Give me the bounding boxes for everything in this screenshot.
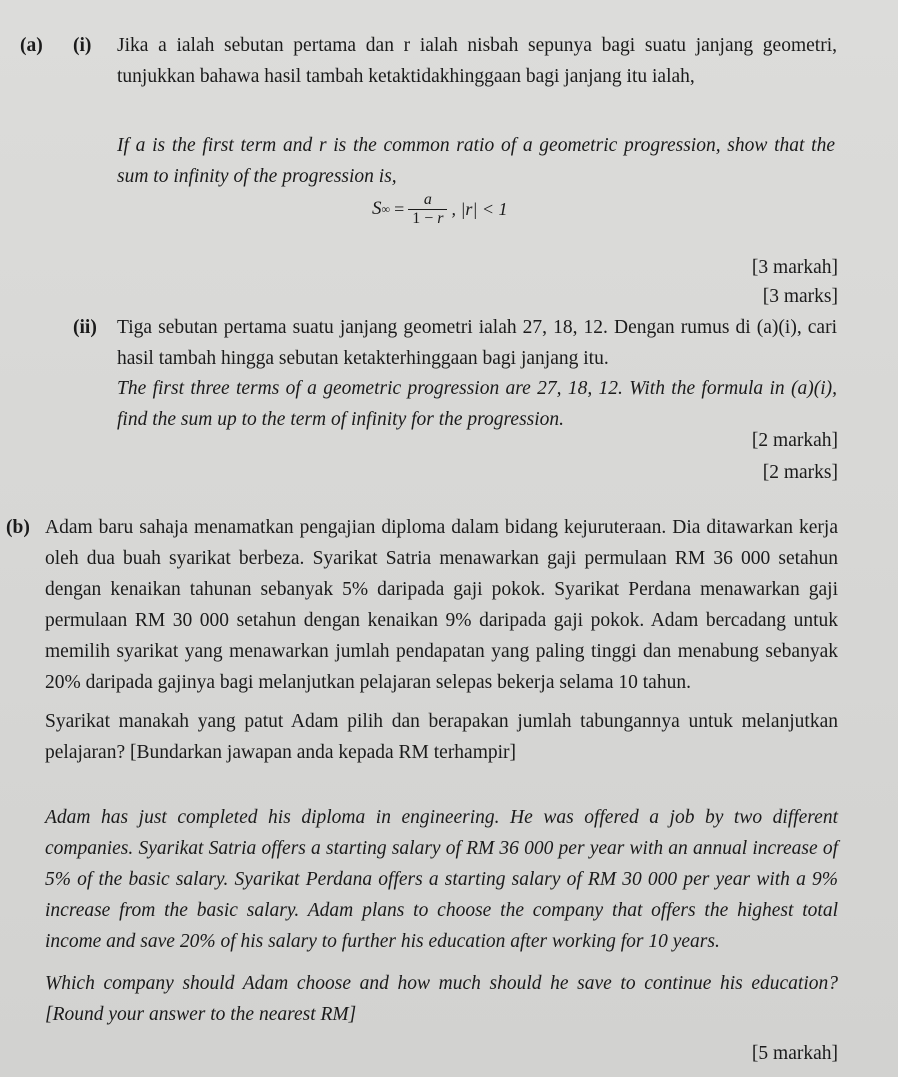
formula-denominator-prefix: 1 − xyxy=(412,209,438,227)
part-b-english-question: Which company should Adam choose and how much should he save to continue his education? [Round your answer to the nearest RM] xyxy=(45,973,838,1025)
formula-denominator xyxy=(408,209,447,228)
part-a-ii-english-text: The first three terms of a geometric progression are 27, 18, 12. With the formula in (a)(i), find the sum up to the term of infinity for the progression. xyxy=(117,378,837,430)
part-a-i-marks-malay: [3 markah] xyxy=(751,257,838,278)
part-a-ii-marks-english: [2 marks] xyxy=(762,462,838,483)
part-a-ii-marks-malay: [2 markah] xyxy=(751,430,838,451)
part-a-label: (a) xyxy=(20,35,43,56)
part-b-malay-question: Syarikat manakah yang patut Adam pilih dan berapakan jumlah tabungannya untuk melanjutkan pelajaran? [Bundarkan jawapan anda kepada RM terhampir] xyxy=(45,711,838,763)
formula-fraction xyxy=(408,191,447,228)
formula-numerator: a xyxy=(423,190,432,208)
part-a-ii-malay-text: Tiga sebutan pertama suatu janjang geometri ialah 27, 18, 12. Dengan rumus di (a)(i), cari hasil tambah hingga sebutan ketakterhinggaan bagi janjang itu. xyxy=(117,317,837,369)
formula-condition: , |r| < 1 xyxy=(451,198,508,219)
part-a-i-marks-english: [3 marks] xyxy=(762,286,838,307)
part-a-i-english-text: If a is the first term and r is the common ratio of a geometric progression, show that the sum to infinity of the progression is, xyxy=(117,135,835,187)
part-b-label: (b) xyxy=(6,517,30,538)
formula-lhs: S xyxy=(372,198,382,219)
part-b-malay-text: Adam baru sahaja menamatkan pengajian diploma dalam bidang kejuruteraan. Dia ditawarkan kerja oleh dua buah syarikat berbeza. Syarikat Satria menawarkan gaji permulaan RM 36 000 setahun dengan kenaikan tahunan sebanyak 5% daripada gaji pokok. Syarikat Perdana menawarkan gaji permulaan RM 30 000 setahun dengan kenaikan 9% daripada gaji pokok. Adam bercadang untuk memilih syarikat yang menawarkan jumlah pendapatan yang paling tinggi dan menabung sebanyak 20% daripada gajinya bagi melanjutkan pelajaran selepas bekerja selama 10 tahun. xyxy=(45,517,838,693)
formula-lhs-subscript: ∞ xyxy=(381,201,391,216)
part-a-ii-label: (ii) xyxy=(73,317,97,338)
part-a-i-label: (i) xyxy=(73,35,92,56)
sum-to-infinity-formula xyxy=(372,189,508,229)
part-b-marks-malay: [5 markah] xyxy=(751,1043,838,1064)
formula-equals: = xyxy=(394,198,405,219)
formula-denominator-var: r xyxy=(437,209,444,227)
part-a-i-malay-text: Jika a ialah sebutan pertama dan r ialah nisbah sepunya bagi suatu janjang geometri, tunjukkan bahawa hasil tambah ketaktidakhinggaan bagi janjang itu ialah, xyxy=(117,35,837,87)
part-b-english-text: Adam has just completed his diploma in engineering. He was offered a job by two different companies. Syarikat Satria offers a starting salary of RM 36 000 per year with an annual increase of 5% of the basic salary. Syarikat Perdana offers a starting salary of RM 30 000 per year with a 9% increase from the basic salary. Adam plans to choose the company that offers the highest total income and save 20% of his salary to further his education after working for 10 years. xyxy=(45,807,838,952)
